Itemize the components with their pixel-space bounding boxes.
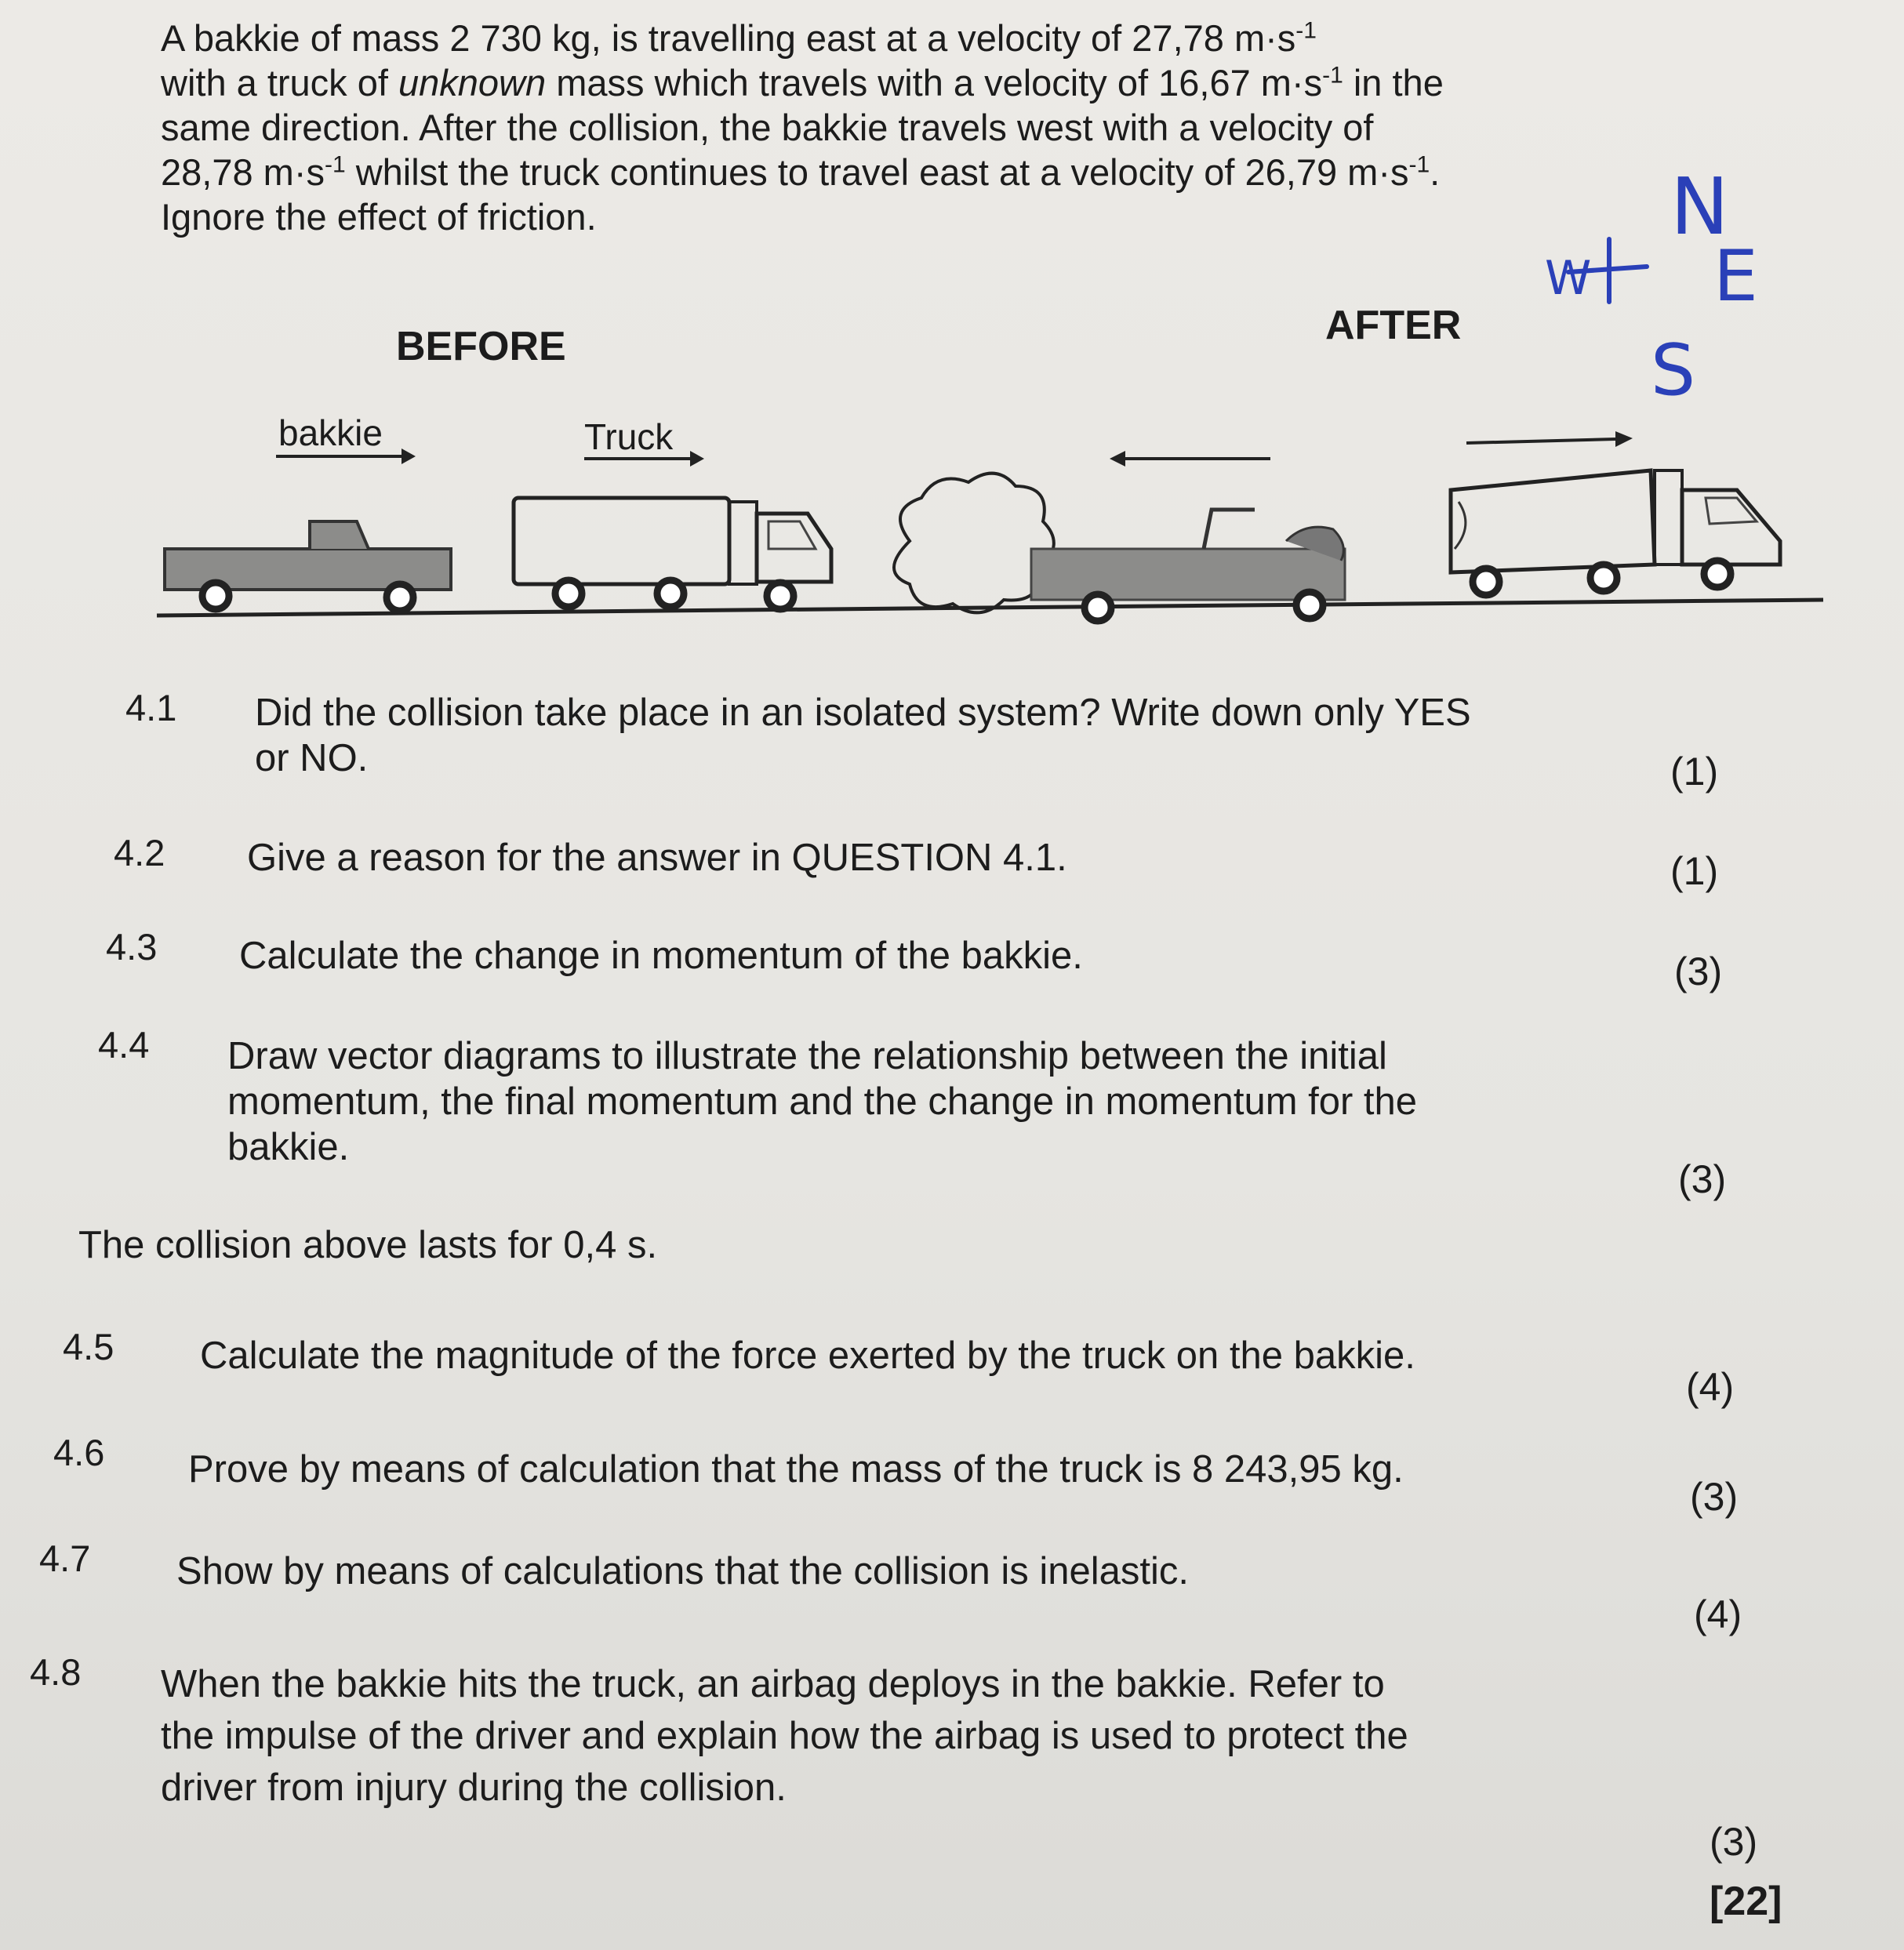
mark-4-8: (3)	[1710, 1820, 1758, 1864]
truck-before-icon	[514, 498, 831, 609]
question-number: 4.7	[39, 1538, 91, 1579]
question-4-2: Give a reason for the answer in QUESTION 4.1.	[247, 837, 1067, 879]
bakkie-before-icon	[165, 521, 451, 611]
question-number: 4.4	[98, 1024, 150, 1066]
intro-line-3: same direction. After the collision, the bakkie travels west with a velocity of	[161, 107, 1374, 148]
question-number: 4.8	[30, 1651, 82, 1693]
question-4-4: Draw vector diagrams to illustrate the relationship between the initial momentum, the final momentum and the change in momentum for the bakkie.	[227, 1035, 1418, 1168]
question-number: 4.5	[63, 1326, 114, 1367]
question-4-8: When the bakkie hits the truck, an airbag deploys in the bakkie. Refer to the impulse of the driver and explain how the airbag is used to protect the driver from injury during the collision.	[161, 1663, 1408, 1809]
collision-duration-note: The collision above lasts for 0,4 s.	[78, 1224, 658, 1266]
bakkie-label: bakkie	[278, 412, 383, 453]
mark-4-1: (1)	[1670, 750, 1719, 793]
total-marks: [22]	[1710, 1879, 1782, 1924]
bakkie-after-arrow	[1110, 451, 1270, 467]
question-4-3: Calculate the change in momentum of the bakkie.	[239, 935, 1083, 977]
compass-south: S	[1651, 329, 1696, 412]
question-number: 4.2	[114, 832, 165, 873]
question-4-6: Prove by means of calculation that the mass of the truck is 8 243,95 kg.	[188, 1448, 1404, 1491]
question-number: 4.1	[125, 687, 177, 728]
mark-4-2: (1)	[1670, 849, 1719, 893]
intro-line-5: Ignore the effect of friction.	[161, 196, 597, 238]
before-label: BEFORE	[396, 324, 566, 369]
mark-4-5: (4)	[1686, 1365, 1735, 1409]
question-4-5: Calculate the magnitude of the force exerted by the truck on the bakkie.	[200, 1334, 1415, 1377]
compass-north: N	[1670, 161, 1729, 252]
mark-4-7: (4)	[1694, 1592, 1742, 1636]
intro-line-2: with a truck of unknown mass which travels with a velocity of 16,67 $m\cdot s^{-1}$ in the	[161, 62, 1444, 103]
truck-after-arrow	[1466, 431, 1633, 447]
crash-cloud-icon	[894, 474, 1054, 613]
after-label: AFTER	[1325, 303, 1462, 348]
intro-line-4: 28,78 $m\cdot s^{-1}$ whilst the truck continues to travel east at a velocity of 26,79 $m\cdot s^{-1}$.	[161, 151, 1441, 193]
question-4-1: Did the collision take place in an isolated system? Write down only YES or NO.	[255, 692, 1471, 779]
intro-line-1: A bakkie of mass 2 730 kg, is travelling east at a velocity of 27,78 $m\cdot s^{-1}$	[161, 17, 1317, 59]
question-number: 4.3	[106, 926, 158, 968]
compass-east: E	[1713, 235, 1758, 318]
truck-label: Truck	[584, 416, 674, 457]
compass-west: W	[1545, 251, 1592, 306]
question-4-7: Show by means of calculations that the collision is inelastic.	[176, 1550, 1189, 1592]
mark-4-3: (3)	[1674, 950, 1723, 993]
mark-4-6: (3)	[1690, 1475, 1739, 1519]
question-number: 4.6	[53, 1432, 105, 1473]
mark-4-4: (3)	[1678, 1157, 1727, 1201]
truck-after-icon	[1451, 470, 1780, 595]
